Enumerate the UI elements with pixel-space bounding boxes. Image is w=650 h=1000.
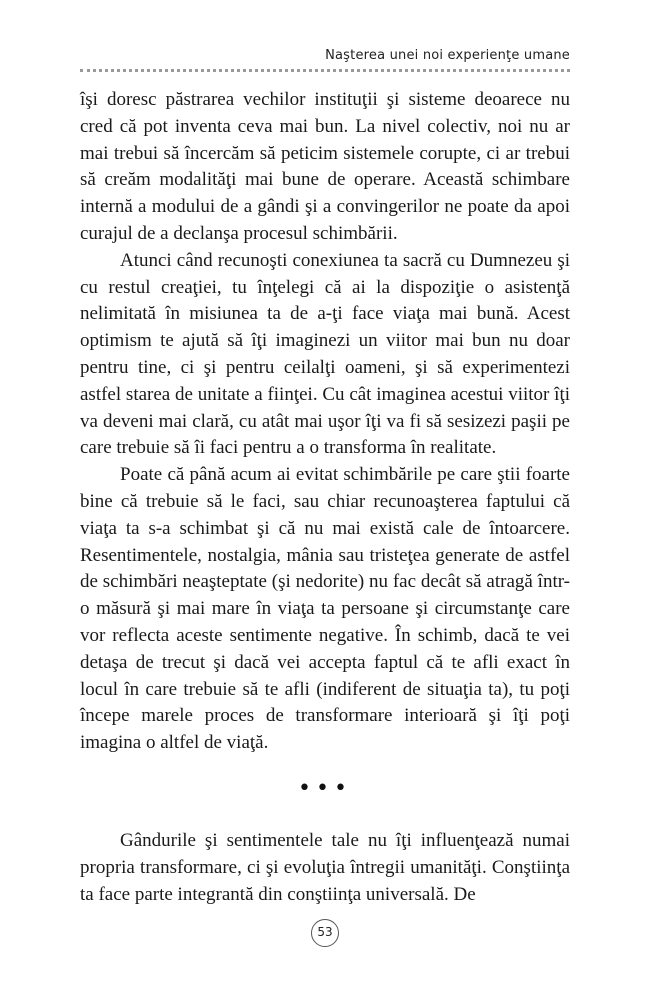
- paragraph-continued: îşi doresc păstrarea vechilor instituţii şi sisteme deoarece nu cred că pot inventa ceva mai bun. La nivel colectiv, noi nu ar mai trebui să încercăm să peticim sistemele corupte, ci ar trebui să creăm modalităţi mai bune de operare. Această schimbare internă a modului de a gândi şi a convingerilor ne poate da apoi curajul de a declanşa procesul schimbării.: [80, 89, 570, 244]
- running-header: Naşterea unei noi experienţe umane: [325, 48, 570, 63]
- header-dotted-rule: [80, 69, 570, 72]
- paragraph: Atunci când recunoşti conexiunea ta sacră cu Dumnezeu şi cu restul creaţiei, tu înţelegi că ai la dispoziţie o asistenţă nelimitată în misiunea ta de a-ţi face viaţa mai bună. Acest optimism te ajută să îţi imaginezi un viitor mai bun nu doar pentru tine, ci şi pentru ceilalţi oameni, şi să experimentezi astfel starea de unitate a fiinţei. Cu cât imaginea acestui viitor îţi va deveni mai clară, cu atât mai uşor îţi va fi să sesizezi paşii pe care trebuie să îi faci pentru a o transforma în realitate.: [80, 249, 570, 459]
- section-separator: •••: [298, 776, 352, 801]
- body-text-bottom: [80, 828, 570, 908]
- paragraph: Gândurile şi sentimentele tale nu îţi influenţează numai propria transformare, ci şi evoluţia întregii umanităţi. Conştiinţa ta face parte integrantă din conştiinţa universală. De: [80, 830, 570, 905]
- page-number: 53: [311, 919, 339, 947]
- paragraph: Poate că până acum ai evitat schimbările pe care ştii foarte bine că trebuie să le faci, sau chiar recunoaşterea faptului că viaţa ta s-a schimbat şi că nu mai există cale de întoarcere. Resentimentele, nostalgia, mânia sau tristeţea generate de astfel de schimbări neaşteptate (şi nedorite) nu fac decât să atragă într-o măsură şi mai mare în viaţa ta persoane şi circumstanţe care vor reflecta aceste sentimente negative. În schimb, dacă te vei detaşa de trecut şi dacă vei accepta faptul că te afli exact în locul în care trebuie să te afli (indiferent de situaţia ta), tu poţi începe marele proces de transformare interioară şi îţi poţi imagina o altfel de viaţă.: [80, 464, 570, 754]
- body-text-top: [80, 87, 570, 757]
